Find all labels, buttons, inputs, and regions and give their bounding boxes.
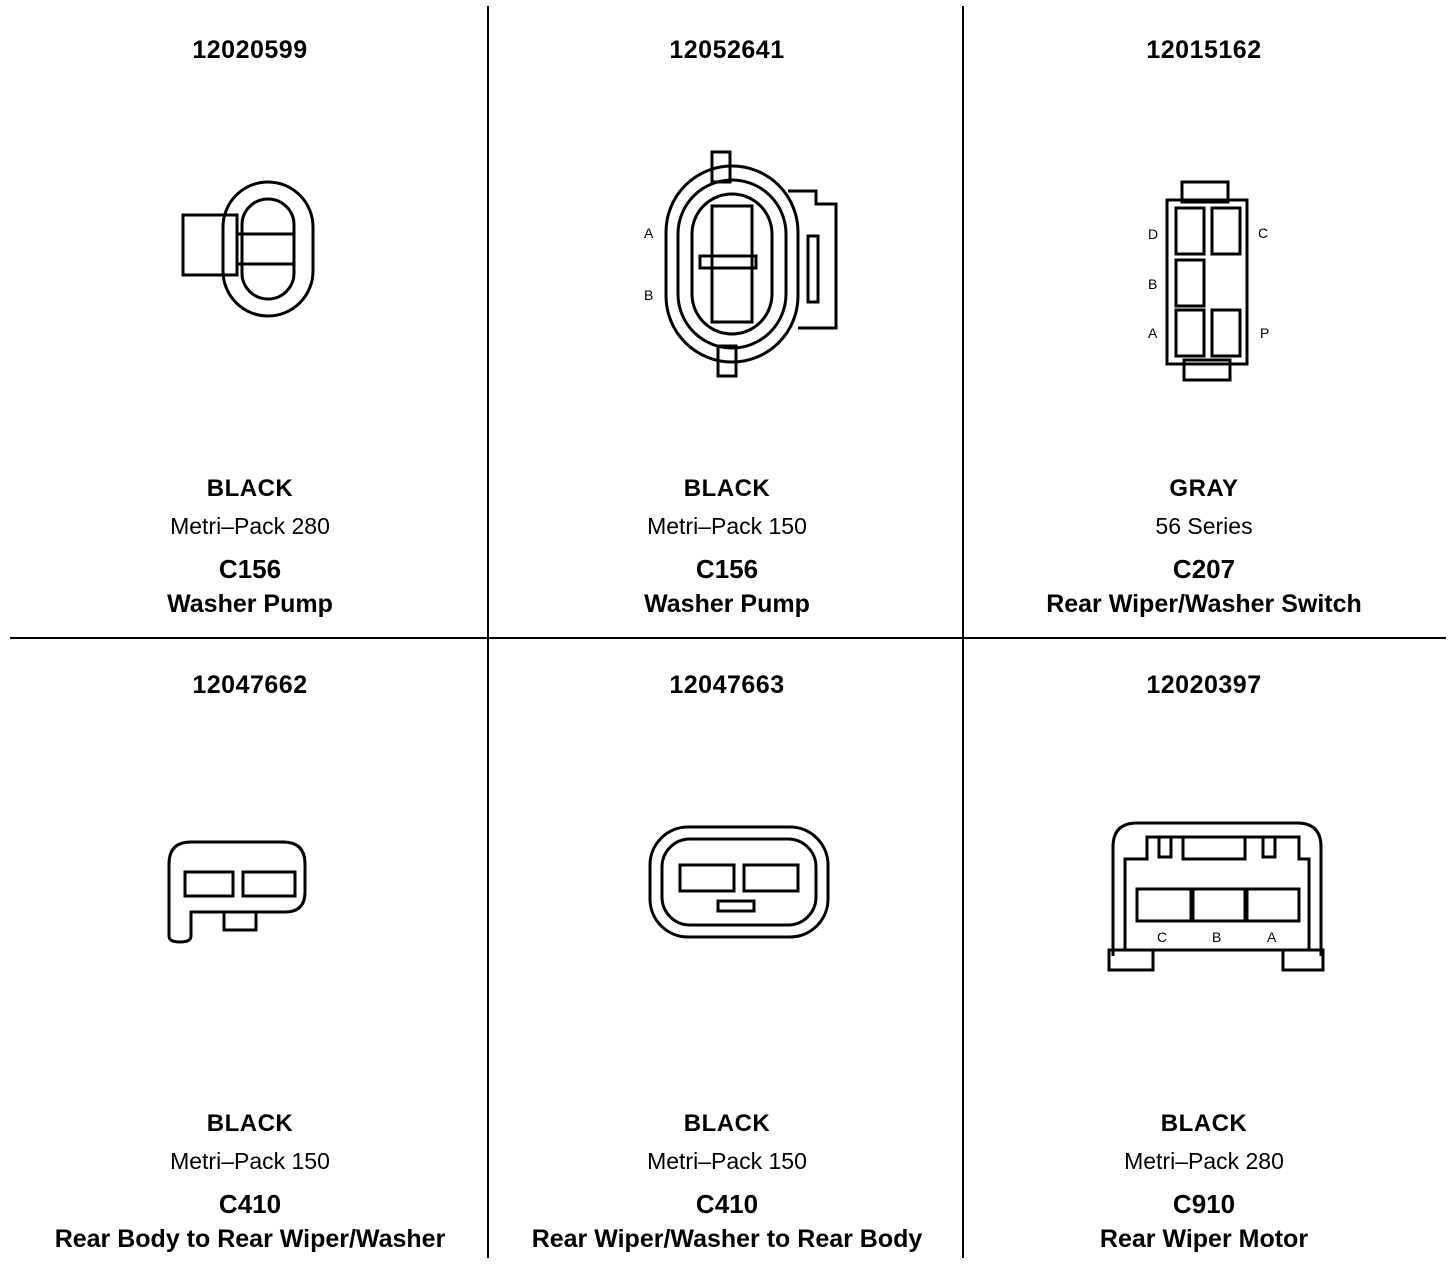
connector-cell-12052641 xyxy=(492,16,962,646)
connector-cell-12047662 xyxy=(15,651,485,1281)
terminal-series: 56 Series xyxy=(1155,513,1253,539)
pin-label-D: D xyxy=(1148,226,1159,242)
connector-description: Rear Body to Rear Wiper/Washer xyxy=(54,1225,446,1253)
connector-id: C410 xyxy=(218,1189,282,1219)
connector-id: C156 xyxy=(218,554,282,584)
pin-label-P: P xyxy=(1260,325,1270,341)
connector-description: Rear Wiper/Washer to Rear Body xyxy=(531,1225,923,1253)
part-number: 12020599 xyxy=(192,36,308,64)
part-number: 12047662 xyxy=(192,671,308,699)
connector-caption xyxy=(492,471,962,621)
housing-color: BLACK xyxy=(206,475,294,502)
connector-id: C410 xyxy=(695,1189,759,1219)
connector-description: Washer Pump xyxy=(167,590,333,618)
pin-label-C: C xyxy=(1258,225,1269,241)
vertical-divider-right xyxy=(962,6,964,1258)
housing-color: BLACK xyxy=(1160,1110,1248,1137)
part-number: 12015162 xyxy=(1146,36,1262,64)
part-number: 12047663 xyxy=(669,671,785,699)
pin-label-A: A xyxy=(1148,325,1158,341)
connector-caption xyxy=(492,1106,962,1256)
pin-label-A: A xyxy=(1267,929,1277,945)
terminal-series: Metri–Pack 280 xyxy=(1124,1148,1284,1174)
pin-label-B: B xyxy=(644,287,654,303)
pin-label-C: C xyxy=(1157,929,1168,945)
part-number: 12020397 xyxy=(1146,671,1262,699)
housing-color: BLACK xyxy=(683,1110,771,1137)
housing-color: BLACK xyxy=(206,1110,294,1137)
part-number: 12052641 xyxy=(669,36,785,64)
connector-id: C207 xyxy=(1172,554,1236,584)
connector-caption xyxy=(969,471,1439,621)
pin-label-B: B xyxy=(1148,276,1158,292)
connector-caption xyxy=(15,471,485,621)
housing-color: GRAY xyxy=(1169,475,1239,502)
housing-color: BLACK xyxy=(683,475,771,502)
connector-id: C156 xyxy=(695,554,759,584)
connector-cell-12020397 xyxy=(969,651,1439,1281)
vertical-divider-left xyxy=(487,6,489,1258)
pin-label-B: B xyxy=(1212,929,1222,945)
terminal-series: Metri–Pack 280 xyxy=(170,513,330,539)
connector-caption xyxy=(969,1106,1439,1256)
connector-description: Rear Wiper/Washer Switch xyxy=(1046,590,1362,618)
connector-cell-12047663 xyxy=(492,651,962,1281)
connector-cell-12015162 xyxy=(969,16,1439,646)
connector-description: Washer Pump xyxy=(644,590,810,618)
terminal-series: Metri–Pack 150 xyxy=(170,1148,330,1174)
connector-caption xyxy=(15,1106,485,1256)
connector-id: C910 xyxy=(1172,1189,1236,1219)
connector-cell-12020599 xyxy=(15,16,485,646)
pin-label-A: A xyxy=(644,225,654,241)
terminal-series: Metri–Pack 150 xyxy=(647,1148,807,1174)
terminal-series: Metri–Pack 150 xyxy=(647,513,807,539)
connector-description: Rear Wiper Motor xyxy=(1099,1225,1309,1253)
